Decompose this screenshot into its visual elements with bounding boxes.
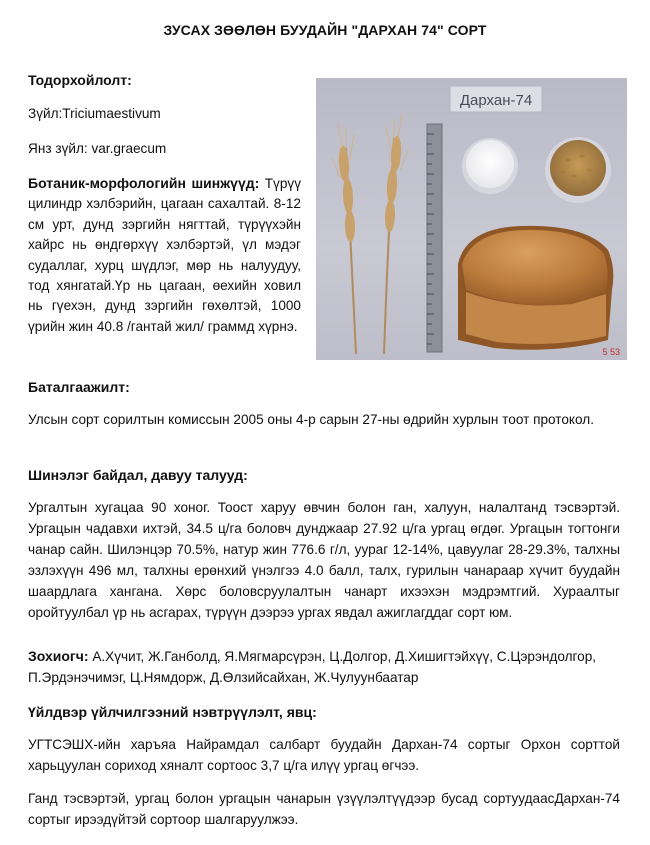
botanical-heading: Ботаник-морфологийн шинжүүд: xyxy=(28,175,260,191)
certification-text: Улсын сорт сорилтын комиссын 2005 оны 4-р сарын 27-ны өдрийн хурлын тоот протокол. xyxy=(28,412,594,427)
certification-heading: Баталгаажилт: xyxy=(28,379,130,395)
certification-section xyxy=(28,377,620,430)
wheat-bread-photo xyxy=(316,78,627,360)
characteristics-section xyxy=(28,465,620,623)
authors-label: Зохиогч: xyxy=(28,648,89,664)
authors-names: А.Хүчит, Ж.Ганболд, Я.Мягмарсүрэн, Ц.Долгор, Д.Хишигтэйхүү, С.Цэрэндолгор, П.Эрдэнэчимэг, Ц.Нямдорж, Д.Өлзийсайхан, Ж.Чулуунбаатар xyxy=(28,649,597,685)
implementation-heading: Үйлдвэр үйлчилгээний нэвтрүүлэлт, явц: xyxy=(28,704,317,720)
authors-paragraph xyxy=(28,646,620,688)
implementation-text-1: УГТСЭШХ-ийн харъяа Найрамдал салбарт буудайн Дархан-74 сортыг Орхон сорттой харьцуулан сориход хяналт сортоос 3,7 ц/га илүү ургац өгчээ. xyxy=(28,737,620,773)
species-line: Зүйл:Triciumaestivum xyxy=(28,106,161,121)
page-title: ЗУСАХ ЗӨӨЛӨН БУУДАЙН "ДАРХАН 74" СОРТ xyxy=(163,22,487,38)
botanical-paragraph xyxy=(28,173,301,337)
photo-illustration xyxy=(316,78,627,360)
authors-section xyxy=(28,646,620,688)
variety-line: Янз зүйл: var.graecum xyxy=(28,141,167,156)
implementation-text-2: Ганд тэсвэртэй, ургац болон ургацын чанарын үзүүлэлтүүдээр бусад сортуудаасДархан-74 сортыг ирээдүйтэй сортоор шалгаруулжээ. xyxy=(28,791,620,827)
botanical-text: Түрүү цилиндр хэлбэрийн, цагаан сахалтай. 8-12 см урт, дунд зэргийн нягттай, түрүүхэйн хайрс нь өндгөрхүү хэлбэртэй, үл мэдэг судаллаг, хурц шүдлэг, мөр нь налуудуу, тод хянгатай.Үр нь цагаан, өехийн ховил нь гүехэн, дунд зэргийн гөхөлтэй, 1000 үрийн жин 40.8 /гантай жил/ граммд хүрнэ. xyxy=(28,176,301,334)
description-block xyxy=(28,70,301,337)
characteristics-text: Ургалтын хугацаа 90 хоног. Тоост харуу өвчин болон ган, халуун, налалтанд тэсвэртэй. Ургацын чадавхи ихтэй, 34.5 ц/га боловч дунджаар 27.92 ц/га ургац өгдөг. Ургацын тогтонги чанар сайн. Шилэнцэр 70.5%, натур жин 776.6 г/л, уураг 12-14%, цавуулаг 28-29.3%, талхны эзлэхүүн 496 мл, талхны ерөнхий үнэлгээ 4.0 балл, талх, гурилын чанараар хүчит буудайн шаардлага хангана. Хөрс боловсруулалтын чанарт ихээхэн мэдрэмтгий. Хураалтыг оройтуулбал үр нь асгарах, түрүүн дээрээ ургах явдал ажиглагддаг сорт юм. xyxy=(28,500,620,620)
implementation-section xyxy=(28,702,620,830)
photo-label: Дархан-74 xyxy=(459,92,533,109)
characteristics-heading: Шинэлэг байдал, давуу талууд: xyxy=(28,467,248,483)
photo-timestamp: 5 53 xyxy=(602,347,620,357)
description-heading: Тодорхойлолт: xyxy=(28,72,132,88)
